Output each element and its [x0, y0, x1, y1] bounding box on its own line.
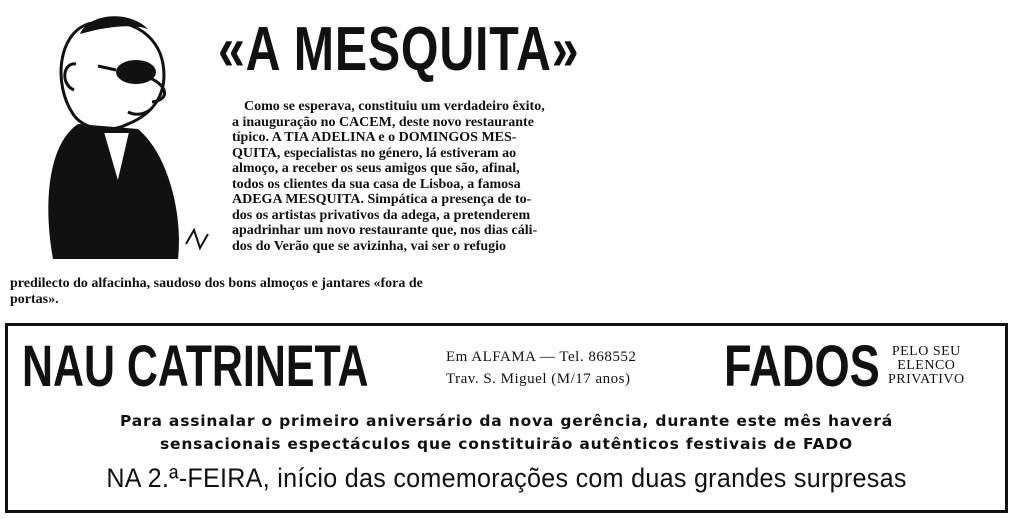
article-line: dos do Verão que se avizinha, vai ser o refugio [232, 238, 507, 254]
article-line: Como se esperava, constituiu um verdadeiro êxito, [244, 99, 545, 114]
ad-address [446, 346, 636, 390]
article-line: apadrinhar um novo restaurante que, nos dias cáli- [232, 223, 538, 238]
ad-announcement-line: Para assinalar o primeiro aniversário da nova gerência, durante este mês haverá [120, 412, 893, 430]
caricature-illustration [18, 4, 218, 266]
ad-address-line: Em ALFAMA — Tel. 868552 [446, 349, 637, 365]
article-line: típico. A TIA ADELINA e o DOMINGOS MES- [232, 130, 517, 145]
article-line: a inauguração no CACEM, deste novo restaurante [232, 114, 534, 130]
article-line: QUITA, especialistas no género, lá estiveram ao [232, 145, 517, 161]
ad-address-line: Trav. S. Miguel (M/17 anos) [446, 371, 631, 387]
article-line: portas». [10, 291, 59, 307]
article-body [232, 99, 658, 254]
ad-elenco-line: ELENCO [897, 358, 956, 373]
article-line: almoço, a receber os seus amigos que são, afinal, [232, 161, 520, 176]
ad-headline: NA 2.ª-FEIRA, início das comemorações com duas grandes surpresas [106, 463, 907, 493]
ad-venue-name: NAU CATRINETA [22, 334, 369, 399]
article-title: «A MESQUITA» [218, 15, 580, 84]
blank-margin [664, 0, 1015, 318]
advertisement-box [5, 323, 1008, 513]
ad-announcement-line: sensacionais espectáculos que constituirão autênticos festivais de FADO [160, 435, 853, 453]
article-line: ADEGA MESQUITA. Simpática a presença de to- [232, 192, 532, 207]
article-section [0, 0, 664, 318]
article-tail [10, 276, 654, 307]
ad-elenco [888, 345, 965, 387]
ad-elenco-line: PRIVATIVO [888, 372, 965, 387]
ad-fados-heading: FADOS [724, 334, 880, 399]
article-line: predilecto do alfacinha, saudoso dos bons almoços e jantares «fora de [10, 276, 423, 291]
ad-elenco-line: PELO SEU [891, 344, 961, 359]
article-line: todos os clientes da sua casa de Lisboa, a famosa [232, 176, 521, 192]
article-line: dos os artistas privativos da adega, a pretenderem [232, 207, 531, 223]
